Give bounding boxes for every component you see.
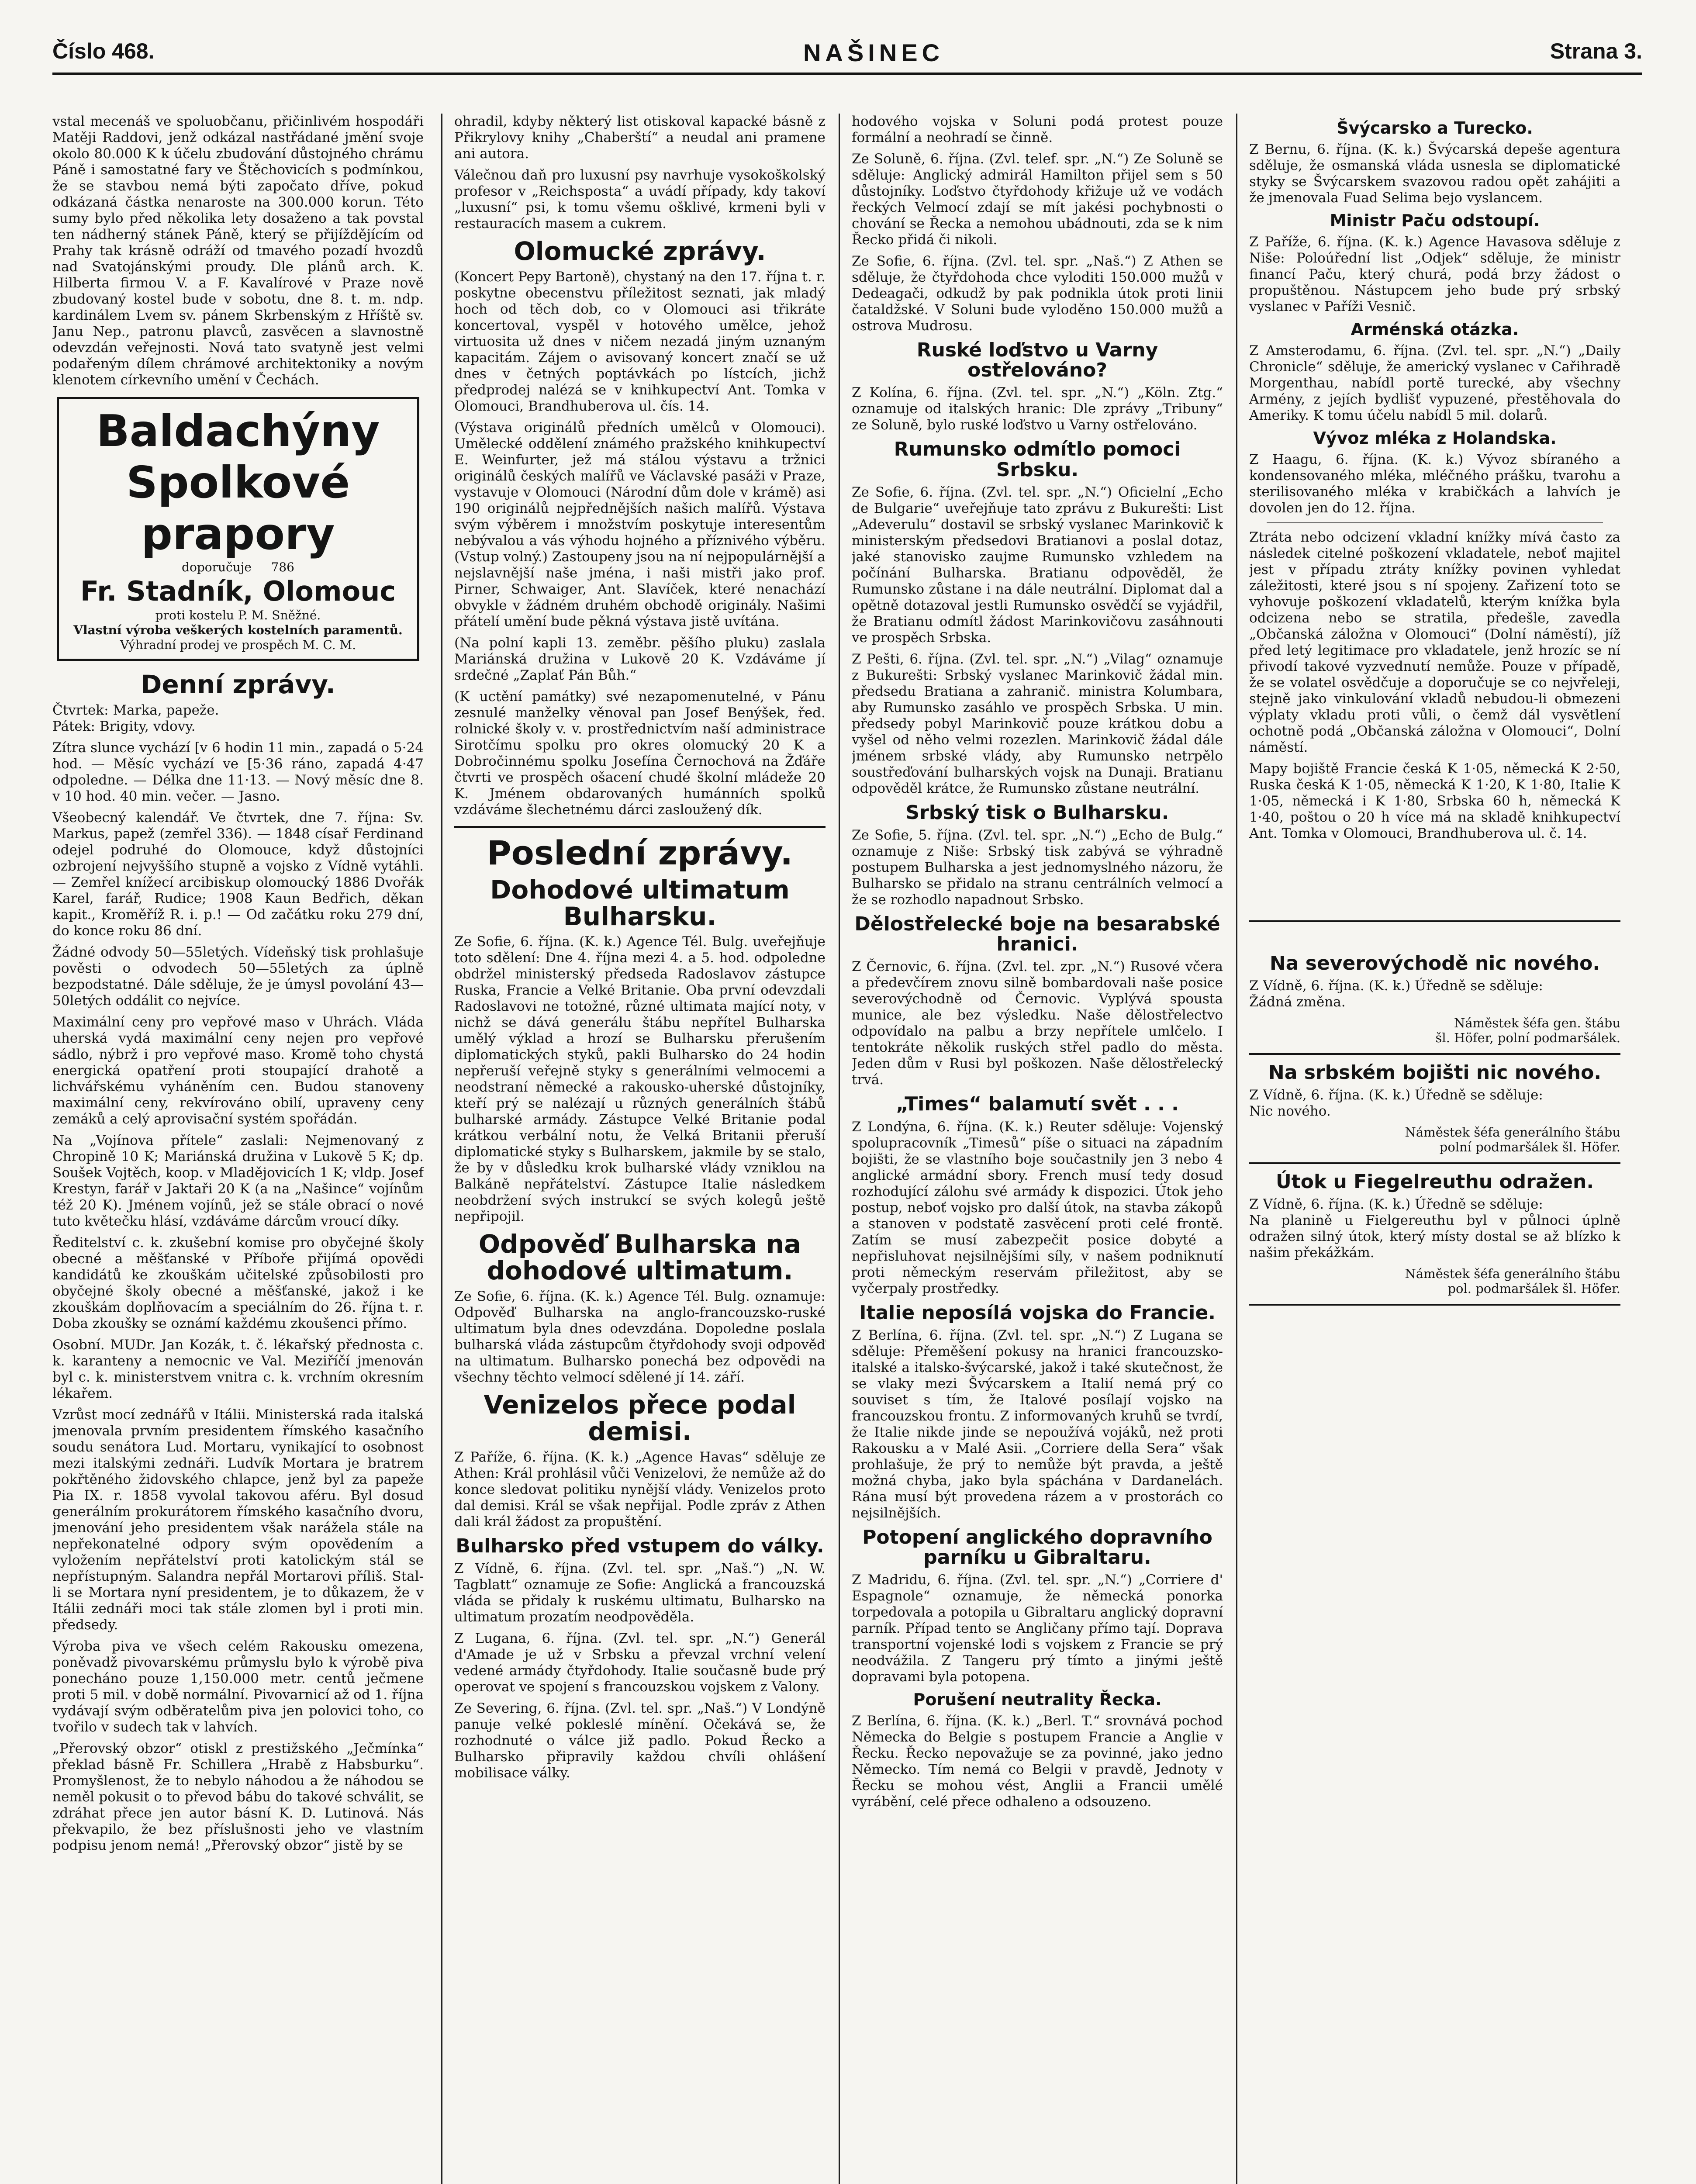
notice-text: Ztráta nebo odcizení vkladní knížky mívá často za následek citelné poškození vkladatele, neboť majitel jest v případu ztráty knížky povinen vyhledat záležitosti, které jsou s ní spojeny. Zařizení toto se vyhovuje poškození vkladatelů, kterým knížka byla odcizena nebo se stratila, předešle, zavedla „Občanská záložna v Olomouci“ (Dolní náměstí), jíž před letý legitimace pro vkladatele, jenž hrozíc se ní přivodí takové vyzvednutí nemůže. Pouze v případě, že se volatel osvědčuje a doporučuje se co nejvřeleji, stejně jako vinkulování vkladů nebudou-li obmezeni výplaty vkladu proti vůli, o čemž dál vysvětlení ochotně podá „Občanská záložna v Olomouci“, Dolní náměstí.: [1249, 529, 1620, 755]
article-text: (Koncert Pepy Bartoně), chystaný na den 17. října t. r. poskytne obecenstvu příležitost seznati, jak mladý hoch od těch dob, co v Olomouci asi třikráte koncertoval, vyspěl v hotového umělce, jehož virtuosita už dnes v ničem nezadá jiným uznaným kapacitám. Zájem o avisovaný koncert značí se už dnes v četných poptávkách po lístcích, jichž předprodej nalézá se v knihkupectví Ant. Tomka v Olomouci, Brandhuberova ul. čís. 14.: [454, 269, 826, 414]
article-text: Z Vídně, 6. října. (K. k.) Úředně se sděluje:: [1249, 1196, 1543, 1213]
divider: [1267, 522, 1603, 523]
article-headline: Odpověď Bulharska na dohodové ultimatum.: [478, 1229, 801, 1286]
article-text: Na planině u Fielgereuthu byl v půlnoci úplně odražen silný útok, který místy dostal se až blízko k našim překážkám.: [1249, 1213, 1620, 1261]
article-headline: Dělostřelecké boje na besarabské hranici.: [854, 912, 1220, 956]
article-text: Ze Sofie, 6. října. (K. k.) Agence Tél. Bulg. oznamuje: Odpověď Bulharska na anglo-francouzsko-ruské ultimatum byla dnes odevzdána. Dopoledne poslala bulharská vláda zástupcům čtyřdohody svoji odpověď na ultimatum. Bulharsko ponechá bez odpovědi na všechny těchto velmocí sdělené jí 14. září.: [454, 1289, 826, 1386]
article-text: (Výstava originálů předních umělců v Olomouci). Umělecké oddělení známého pražského knihkupectví E. Weinfurter, jež má stálou výstavu a tržnici originálů českých malířů ve Václavské pasáži v Praze, vystavuje v Olomouci (Národní dům dole v krámě) asi 190 originálů nejpřednějších našich malířů. Výstava svým výběrem i množstvím poskytuje interesentům nebývalou a vás výhodu hojného a příznivého výběru. (Vstup volný.) Zastoupeny jsou na ní nejpopulárnější a nejslavnější naše jména, i naši mistři jako prof. Pirner, Schwaiger, Ant. Slavíček, které nenachází obvykle v žádném druhém obchodě originály. Našimi přátelí umění bude pěkná výstava jistě uvítána.: [454, 419, 826, 629]
article-headline: Dohodové ultimatum Bulharsku.: [490, 874, 790, 931]
article-text: Z Madridu, 6. října. (Zvl. tel. spr. „N.“) „Corriere d' Espagnole“ oznamuje, že německá ponorka torpedovala a potopila u Gibraltaru anglický dopravní parník. Případ tento se Angličany přímo tají. Doprava transportní vojenské lodi s vojskem z Francie se prý neodvážila. Z Tangeru prý tímto a jinými ještě dopravami byla potopena.: [852, 1572, 1223, 1685]
article-text: Ze Soluně, 6. října. (Zvl. telef. spr. „N.“) Ze Soluně se sděluje: Anglický admirál Hamilton přijel sem s 50 důstojníky. Loďstvo čtyřdohody křižuje už ve vodách řeckých Velmocí zdají se mít jakési pochybnosti o chování se Řecka a nemohou ubádnouti, zda se k nim Řecko přidá či nikoli.: [852, 151, 1223, 248]
column-2: [454, 114, 826, 2184]
article-text: Všeobecný kalendář. Ve čtvrtek, dne 7. října: Sv. Markus, papež (zemřel 336). — 1848 císař Ferdinand odejel podruhé do Olomouce, když důstojníci ozbrojení nejvyššího stupně a vojsko z Vídně vytáhli. — Zemřel knížecí arcibiskup olomoucký 1886 Dvořák Karel, farář, Rudice; 1908 Kaun Bedřich, děkan kapit., Kroměříž R. i. p.! — Od začátku roku 279 dní, do konce roku 86 dní.: [52, 809, 424, 939]
divider: [1249, 1162, 1620, 1164]
divider: [1249, 1304, 1620, 1306]
article-text: Na „Vojínova přítele“ zaslali: Nejmenovaný z Chropině 10 K; Mariánská družina v Lukově 5 K; dp. Soušek Vojtěch, koop. v Mladějovicích 1 K; vldp. Josef Krestyn, farář v Jaktaři 20 K (a na „Našince“ vojínům též 20 K). Jménem vojínů, jež se stále obrací o nové tuto květečku hlásí, vzdáváme dárcům vroucí díky.: [52, 1132, 424, 1229]
article-text: Vzrůst mocí zednářů v Itálii. Ministerská rada italská jmenovala prvním presidentem římského kasačního soudu senátora Lud. Mortaru, vynikající to osobnost mezi italskými zednáři. Ludvík Mortara je bratrem pokřtěného židovského chlapce, jenž byl za papeže Pia IX. r. 1858 vyvolal takovou aféru. Byl dosud generálním prokurátorem římského kasačního dvoru, jmenování jeho presidentem však narážela stále na nepřekonatelné odpory svým opovědením a vyložením nepřátelství proti katolickým stál se nepřístupným. Salandra nepřál Mortarovi příliš. Stal-li se Mortara nyní presidentem, je to důkazem, že v Itálii zednáři moci tak stále zlomen byl i proti min. předsedy.: [52, 1406, 424, 1633]
signature: Náměstek šéfa generálního štábu polní podmaršálek šl. Höfer.: [1405, 1124, 1620, 1154]
article-text: Ze Severing, 6. října. (Zvl. tel. spr. „Naš.“) V Londýně panuje velké pokleslé mínění. Očekává se, že rozhodnuté o válce již padlo. Pokud Řecko a Bulharsko připravily každou chvíli ohlášení mobilisace války.: [454, 1700, 826, 1781]
spacer: [1249, 930, 1620, 947]
article-headline: Rumunsko odmítlo pomoci Srbsku.: [894, 438, 1181, 481]
signature: Náměstek šéfa gen. štábu šl. Höfer, polní podmaršálek.: [1435, 1015, 1620, 1045]
article-text: Z Vídně, 6. října. (Zvl. tel. spr. „Naš.“) „N. W. Tagblatt“ oznamuje ze Sofie: Anglická a francouzská vláda se přidaly k ruskému ultimatu, Bulharsko na ultimatum prozatím neodpověděla.: [454, 1561, 826, 1625]
article-text: Ze Sofie, 6. října. (Zvl. tel. spr. „N.“) Oficielní „Echo de Bulgarie“ uveřejňuje tato zprávu z Bukurešti: List „Adeverulu“ dostavil se srbský vyslanec Marinkovič k ministerským předsedovi Bratianovi a poslal dotaz, jaké stanovisko zaujme Rumunsko vzhledem na počínání Bulharska. Bratianu odpověděl, že Rumunsko zůstane i na dále neutrální. Diplomat dal a opětně dotazoval jestli Rumunsko osvědčí se vyjádřil, že Bratianu odmítl žádost Marinkovičovu zasáhnouti ve prospěch Srbska.: [852, 484, 1223, 646]
article-text: Z Černovic, 6. října. (Zvl. tel. zpr. „N.“) Rusové včera a předevčírem znovu silně bombardovali naše posice severovýchodně od Černovic. Vyplývá spousta munice, ale bez výsledku. Naše dělostřelectvo odpovídalo na palbu a brzy nepřítele umlčelo. I tentokráte několik ruských střel padlo do města. Jeden dům v Rusi byl poškozen. Naše dělostřelecký trvá.: [852, 959, 1223, 1088]
article-text: Ze Sofie, 6. října. (Zvl. tel. spr. „Naš.“) Z Athen se sděluje, že čtyřdohoda chce vyloditi 150.000 mužů v Dedeagači, odkudž by pak podnikla útok proti linii čataldžské. V Soluni bude vyloděno 150.000 mužů a ostrova Mudrosu.: [852, 253, 1223, 334]
article-text: Nic nového.: [1249, 1103, 1331, 1119]
calendar-line: Pátek: Brigity, vdovy.: [52, 718, 196, 734]
article-headline: Bulharsko před vstupem do války.: [456, 1535, 824, 1558]
column-3: [852, 114, 1223, 2184]
article-headline: Ruské loďstvo u Varny ostřelováno?: [916, 339, 1158, 382]
ad-address: proti kostelu P. M. Sněžné.: [155, 608, 321, 622]
article-text: Z Haagu, 6. října. (K. k.) Vývoz sbíraného a kondensovaného mléka, mléčného prášku, tvarohu a sterilisovaného mléka v krabičkách a lahvích je dovolen jen do 12. října.: [1249, 451, 1620, 516]
article-text: Žádná změna.: [1249, 994, 1346, 1010]
article-text: „Přerovský obzor“ otiskl z prestižského „Ječmínka“ překlad básně Fr. Schillera „Hrabě z Habsburku“. Promyšlenost, že to nebylo náhodou a že náhodou se neměl pokusit o to převod bábu do takové schválit, se zdráhat přece jen autor básní K. D. Lutinová. Nás překvapilo, že bez příslušnosti jeho ve vlastním podpisu jenom nemá! „Přerovský obzor“ jistě by se: [52, 1740, 424, 1853]
divider: [1249, 920, 1620, 922]
article-text: hodového vojska v Soluni podá protest pouze formální a neohradí se činně.: [852, 114, 1223, 145]
article-text: Z Paříže, 6. října. (K. k.) „Agence Havas“ sděluje ze Athen: Král prohlásil vůči Venizelovi, že nemůže až do konce sledovat politiku nynější vlády. Venizelos proto dal demisi. Král se však nepřijal. Podle zpráv z Athen dali král žádost za propuštění.: [454, 1449, 826, 1530]
column-rule: [441, 114, 442, 2184]
masthead: NAŠINEC: [803, 39, 944, 66]
article-text: Z Berlína, 6. října. (Zvl. tel. spr. „N.“) Z Lugana se sděluje: Přeměšení pokusy na hranici francouzsko-italské a italsko-švýcarské, jakož i také skutečnost, že se vlaky mezi Švýcarskem a Italií nemá prý co souviset s tím, že Italové posílají vojsko na francouzskou frontu. Z informovaných kruhů se tvrdí, že Italie nikde jinde se nepoužívá vojáků, než proti Rakousku a v Malé Asii. „Corriere della Sera“ však prohlašuje, že prý to nemůže být pravda, a ještě možná chyba, jako byla spáchána v Dardanelách. Rána musí být provedena rázem a v prostorách co nejsilnějších.: [852, 1327, 1223, 1521]
article-text: Z Vídně, 6. října. (K. k.) Úředně se sděluje:: [1249, 978, 1543, 994]
section-title: Poslední zprávy.: [487, 833, 793, 872]
article-text: Ze Sofie, 5. října. (Zvl. tel. spr. „N.“) „Echo de Bulg.“ oznamuje z Niše: Srbský tisk zabývá se výhradně postupem Bulharska a jest jednomyslného názoru, že Bulharsko se přidalo na stranu centrálních velmocí a že se rozhodlo napadnout Srbsko.: [852, 827, 1223, 908]
advertisement-stadnik: [57, 397, 419, 661]
page-header: [52, 38, 1642, 104]
article-headline: Ministr Paču odstoupí.: [1330, 211, 1540, 230]
article-text: Z Berlína, 6. října. (K. k.) „Berl. T.“ srovnává pochod Německa do Belgie s postupem Francie a Anglie v Řecku. Řecko nepovažuje se za povinné, jako jedno Německo. Tím nemá co Belgii v pravdě, Jednoty v Řecku se mohou vést, Anglii a Francii umělé vyrábění, celé přece odhaleno a odsouzeno.: [852, 1713, 1223, 1810]
ad-number: 786: [271, 560, 294, 574]
article-headline: Potopení anglického dopravního parníku u Gibraltaru.: [862, 1526, 1212, 1569]
article-text: Z Amsterodamu, 6. října. (Zvl. tel. spr. „N.“) „Daily Chronicle“ sděluje, že americký vyslanec v Cařihradě Morgenthau, nabídl portě turecké, aby všechny Armény, z jejích bydlišť vypuzené, přestěhovala do Ameriky. K tomu účelu nabídl 5 mil. dolarů.: [1249, 342, 1620, 423]
article-text: Výroba piva ve všech celém Rakousku omezena, poněvadž pivovarskému průmyslu bylo k výrobě piva ponecháno pouze 1,150.000 metr. centů ječmene proti 5 mil. v době normální. Pivovarnicí až od 1. října vydávají svým odběratelům piva jen polovici toho, co tvořilo v sudech tak v lahvích.: [52, 1638, 424, 1735]
article-text: Ředitelství c. k. zkušební komise pro obyčejné školy obecné a měšťanské v Příboře přijímá opovědi kandidátů ke zkouškám učitelské způsobilosti pro obyčejné školy obecné a měšťanské, jakož i ke zkouškám doplňovacím a speciálním do 26. října t. r. Doba zkoušky se oznámí každému zkoušenci přímo.: [52, 1234, 424, 1331]
article-text: Z Lugana, 6. října. (Zvl. tel. spr. „N.“) Generál d'Amade je už v Srbsku a převzal vrchní velení vedené armády čtyřdohody. Italie současně bude prý operovat ve spojení s francouzskou vojskem z Valony.: [454, 1631, 826, 1695]
article-text: Z Pešti, 6. října. (Zvl. tel. spr. „N.“) „Vilag“ oznamuje z Bukurešti: Srbský vyslanec Marinkovič žádal min. předsedu Bratiana a zahranič. ministra Kolumbara, aby Rumunsko zasáhlo ve prospěch Srbska. U min. předsedy pobyl Marinkovič pouze krátkou dobu a vyšel od něho velmi rozezlen. Marinkovič žádal dále jménem srbské vlády, aby Rumunsko netrpělo soustřeďování bulharských vojsk na Dunaji. Bratianu odpověděl krátce, že Rumunsko zůstane neutrální.: [852, 651, 1223, 796]
sun-moon-info: Zítra slunce vychází [v 6 hodin 11 min., zapadá o 5·24 hod. — Měsíc vychází ve [5·36 ráno, zapadá 4·47 odpoledne. — Délka dne 11·13. — Nový měsíc dne 8. v 10 hod. 40 min. večer. — Jasno.: [52, 740, 424, 804]
ad-line: prapory: [141, 508, 335, 560]
header-rule: [52, 73, 1642, 75]
article-text: Válečnou daň pro luxusní psy navrhuje vysokoškolský profesor v „Reichsposta“ a uvádí případy, kdy takoví „luxusní“ psi, k tomu všemu ošklivé, krmeni byli v restauracích masem a cukrem.: [454, 167, 826, 232]
issue-number: Číslo 468.: [52, 39, 155, 63]
ad-firm: Fr. Stadník, Olomouc: [80, 575, 396, 607]
article-text: Z Bernu, 6. října. (K. k.) Švýcarská depeše agentura sděluje, že osmanská vláda usnesla se diplomatické styky se Švýcarskem svazovou radou opět zahájiti a že jmenovala Fuad Selima bejo vyslancem.: [1249, 141, 1620, 206]
article-headline: Porušení neutrality Řecka.: [913, 1690, 1162, 1710]
article-headline: Arménská otázka.: [1351, 319, 1519, 339]
calendar-line: Čtvrtek: Marka, papeže.: [52, 702, 219, 718]
signature: Náměstek šéfa generálního štábu pol. podmaršálek šl. Höfer.: [1405, 1266, 1620, 1296]
section-title: Denní zprávy.: [141, 670, 335, 699]
article-headline: Na srbském bojišti nic nového.: [1268, 1061, 1602, 1084]
article-text: Osobní. MUDr. Jan Kozák, t. č. lékařský přednosta c. k. karanteny a nemocnic ve Val. Meziříčí jmenován byl c. k. ministerstvem vnitra c. k. vrchním okresním lékařem.: [52, 1337, 424, 1401]
article-headline: Venizelos přece podal demisi.: [484, 1390, 796, 1447]
column-rule: [1236, 114, 1237, 2184]
ad-specialty: Vlastní výroba veškerých kostelních paramentů.: [73, 623, 403, 637]
article-text: Z Londýna, 6. října. (K. k.) Reuter sděluje: Vojenský spolupracovník „Timesů“ píše o situaci na západním bojišti, že se vlastního boje součastnily jen 3 nebo 4 anglické armádní sbory. French musí tedy dosud rozhodující zálohu své armády k dispozici. Útok jeho postup, neboť vojsko pro další útok, na stavba zákopů a stanoven v podstatě zasvěcení proti celé frontě. Zatím se musí zabezpečit posice dobyté a nepřisluhovat nejsilnějšími síly, v našem podniknutí proti německým reservám přiležitost, aby se vyčerpaly prostředky.: [852, 1119, 1223, 1296]
article-text: Maximální ceny pro vepřové maso v Uhrách. Vláda uherská vydá maximální ceny nejen pro vepřové sádlo, nýbrž i pro vepřové maso. Kromě toho chystá energická opatření proti stoupající drahotě a lichvářskému vyháněním cen. Budou stanoveny maximální ceny, rekvírováno obilí, upraveny ceny zemáků a celý aprovisační systém spořádán.: [52, 1014, 424, 1127]
article-text: (Na polní kapli 13. zeměbr. pěšího pluku) zaslala Mariánská družina v Lukově 20 K. Vzdáváme jí srdečné „Zaplať Pán Bůh.“: [454, 635, 826, 683]
article-headline: Vývoz mléka z Holandska.: [1313, 428, 1557, 448]
column-1: [52, 114, 424, 2184]
article-text: (K uctění památky) své nezapomenutelné, v Pánu zesnulé manželky věnoval pan Josef Benýšek, řed. rolnické školy v. v. prostřednictvím naší administrace Sirotčímu spolku pro okres olomucký 20 K a Dobročinnému spolku Josefína Černochová na Žďáře čtvrti ve prospěch ošacení chudé školní mládeže 20 K. Jménem obdarovaných humánních spolků vzdáváme šlechetnému dárci zasloužený dík.: [454, 688, 826, 818]
notice-text: Mapy bojiště Francie česká K 1·05, německá K 2·50, Ruska česká K 1·05, německá K 1·20, K 1·80, Italie K 1·05, německá i K 1·80, Srbska 60 h, německá K 1·40, poštou o 20 h více má na skladě knihkupectví Ant. Tomka v Olomouci, Brandhuberova ul. č. 14.: [1249, 760, 1620, 841]
article-text: Z Paříže, 6. října. (K. k.) Agence Havasova sděluje z Niše: Poloúřední list „Odjek“ sděluje, že ministr financí Paču, který churá, podá brzy žádost o propuštěnou. Nástupcem jeho bude prý srbský vyslanec v Paříži Vesnič.: [1249, 234, 1620, 314]
ad-sale: Výhradní prodej ve prospěch M. C. M.: [120, 638, 356, 652]
article-text: Z Vídně, 6. října. (K. k.) Úředně se sděluje:: [1249, 1087, 1543, 1103]
divider: [454, 826, 826, 828]
article-headline: „Times“ balamutí svět . . .: [896, 1093, 1179, 1116]
article-headline: Na severovýchodě nic nového.: [1269, 952, 1600, 975]
column-rule: [839, 114, 840, 2184]
section-title: Olomucké zprávy.: [514, 236, 766, 266]
article-text: Žádné odvody 50—55letých. Vídeňský tisk prohlašuje pověsti o odvodech 50—55letých za úplně bezpodstatné. Dále sděluje, že je úmysl povolání 43—50letých oddálit co nejvíce.: [52, 944, 424, 1009]
ad-recommend: doporučuje 786: [182, 560, 294, 574]
ad-line: Baldachýny: [96, 405, 380, 456]
article-text: vstal mecenáš ve spoluobčanu, přičinlivém hospodáři Matěji Raddovi, jenž odkázal nastřádané jmění svoje okolo 80.000 K k účelu zbudování důstojného chrámu Páně i samostatné fary ve Štěchovicích s podmínkou, že se stavbou nemá býti započato dříve, pokud odkázaná částka nenaroste na 300.000 korun. Této sumy bylo před několika lety dosaženo a tak povstal ten nádherný stánek Páně, který se přijíždějícím od Prahy tak krásně odráží od tmavého pozadí hvozdů nad Svatojánskými proudy. Dle plánů arch. K. Hilberta firmou V. a F. Kavalírové v Praze nově zbudovaný kostel bude v sobotu, dne 8. t. m. ndp. kardinálem Lvem sv. pánem Skrbenským z Hříště sv. Janu Nep., patronu plavců, zasvěcen a slavnostně odevzdán veřejnosti. Nová tato svatyně jest velmi podařeným dílem chrámové architektoniky a novým klenotem církevního umění v Čechách.: [52, 114, 424, 388]
ad-line: Spolkové: [126, 457, 350, 508]
page-number: Strana 3.: [1550, 39, 1642, 63]
article-headline: Italie neposílá vojska do Francie.: [859, 1301, 1216, 1324]
article-text: Z Kolína, 6. října. (Zvl. tel. spr. „N.“) „Köln. Ztg.“ oznamuje od italských hranic: Dle zprávy „Tribuny“ ze Soluně, bylo ruské loďstvo u Varny ostřelováno.: [852, 385, 1223, 433]
divider: [1249, 1053, 1620, 1055]
article-headline: Srbský tisk o Bulharsku.: [905, 801, 1169, 824]
article-text: Ze Sofie, 6. října. (K. k.) Agence Tél. Bulg. uveřejňuje toto sdělení: Dne 4. října mezi 4. a 5. hod. odpoledne obdržel ministerský předseda Radoslavov zástupce Ruska, Francie a Velké Britanie. Oba první odevzdali Radoslavovi ne totožné, různé ultimata mající noty, v nichž se dává generálu štábu nepřítel Bulharska umělý výklad a hrozí se Bulharsku přerušením diplomatických styků, pakli Bulharsko do 24 hodin nepřeruší veřejně styky s generálními velmocemi a neodstraní německé a rakousko-uherské důstojníky, kteří prý se nalézají u různých generálních štábů bulharské armády. Zástupce Velké Britanie podal krátkou verbální notu, že Velká Britanii přeruší diplomatické styky s Bulharskem, jakmile by se stalo, že by v důsledku krok bulharské vlády vzniklou na Balkáně nepřátelství. Zástupce Italie následkem neobdržení svých instrukcí se svých kolegů ještě nepřipojil.: [454, 934, 826, 1225]
column-4: [1249, 114, 1620, 2184]
article-headline: Útok u Fiegelreuthu odražen.: [1275, 1170, 1594, 1193]
article-text: ohradil, kdyby některý list otiskoval kapacké básně z Přikrylovy knihy „Chaberští“ a neudal ani pramene ani autora.: [454, 114, 826, 162]
article-headline: Švýcarsko a Turecko.: [1337, 118, 1533, 138]
